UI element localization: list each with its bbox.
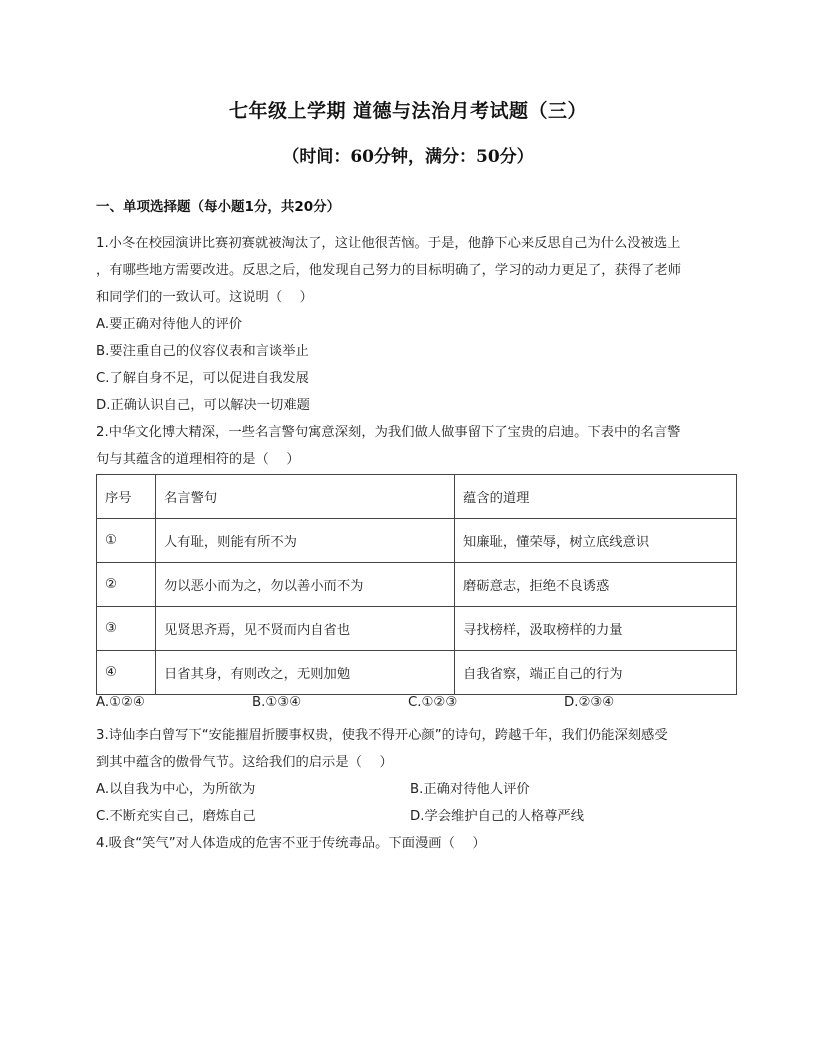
exam-title: 七年级上学期 道德与法治月考试题（三）: [228, 100, 588, 122]
table-cell: 见贤思齐焉，见不贤而内自省也: [156, 607, 455, 651]
table-row: [97, 607, 737, 651]
table-cell: ④: [97, 651, 156, 695]
q3-option-b: B.正确对待他人评价: [410, 782, 530, 797]
q1-text-line-1: 1.小冬在校园演讲比赛初赛就被淘汰了，这让他很苦恼。于是，他静下心来反思自己为什么没被选上: [96, 236, 681, 251]
table-header-cell: 名言警句: [156, 475, 455, 519]
q2-choice-b: B.①③④: [252, 695, 302, 710]
table-header-cell: 蕴含的道理: [455, 475, 737, 519]
table-cell: 日省其身，有则改之，无则加勉: [156, 651, 455, 695]
table-cell: 寻找榜样，汲取榜样的力量: [455, 607, 737, 651]
q2-choice-c: C.①②③: [408, 695, 458, 710]
exam-subtitle: （时间：60分钟，满分：50分）: [282, 147, 534, 167]
table-header-row: [97, 475, 737, 519]
table-cell: 勿以恶小而为之，勿以善小而不为: [156, 563, 455, 607]
table-cell: ②: [97, 563, 156, 607]
q1-option-c: C.了解自身不足，可以促进自我发展: [96, 371, 309, 386]
table-cell: ③: [97, 607, 156, 651]
q3-text-line-1: 3.诗仙李白曾写下“安能摧眉折腰事权贵，使我不得开心颜”的诗句，跨越千年，我们仍能深刻感受: [96, 728, 668, 743]
q2-text-line-1: 2.中华文化博大精深，一些名言警句寓意深刻，为我们做人做事留下了宝贵的启迪。下表中的名言警: [96, 425, 681, 440]
table-cell: 知廉耻，懂荣辱，树立底线意识: [455, 519, 737, 563]
table-cell: 磨砺意志，拒绝不良诱惑: [455, 563, 737, 607]
table-cell: ①: [97, 519, 156, 563]
q4-text-line-1: 4.吸食“笑气”对人体造成的危害不亚于传统毒品。下面漫画（ ）: [96, 836, 486, 851]
q1-option-d: D.正确认识自己，可以解决一切难题: [96, 398, 310, 413]
table-header-cell: 序号: [97, 475, 156, 519]
table-cell: 人有耻，则能有所不为: [156, 519, 455, 563]
q3-option-a: A.以自我为中心，为所欲为: [96, 782, 256, 797]
q2-choice-a: A.①②④: [96, 695, 145, 710]
section-heading: 一、单项选择题（每小题1分，共20分）: [96, 199, 341, 215]
q1-text-line-2: ，有哪些地方需要改进。反思之后，他发现自己努力的目标明确了，学习的动力更足了，获得了老师: [96, 263, 682, 278]
table-row: [97, 651, 737, 695]
q3-text-line-2: 到其中蕴含的傲骨气节。这给我们的启示是（ ）: [96, 755, 393, 770]
table-row: [97, 519, 737, 563]
q1-option-b: B.要注重自己的仪容仪表和言谈举止: [96, 344, 309, 359]
q2-text-line-2: 句与其蕴含的道理相符的是（ ）: [96, 452, 300, 467]
q3-option-d: D.学会维护自己的人格尊严线: [410, 809, 585, 824]
q1-option-a: A.要正确对待他人的评价: [96, 317, 243, 332]
q1-text-line-3: 和同学们的一致认可。这说明（ ）: [96, 290, 313, 305]
q2-choice-d: D.②③④: [564, 695, 615, 710]
table-cell: 自我省察，端正自己的行为: [455, 651, 737, 695]
table-row: [97, 563, 737, 607]
proverb-table: [96, 474, 737, 695]
q3-option-c: C.不断充实自己，磨炼自己: [96, 809, 256, 824]
